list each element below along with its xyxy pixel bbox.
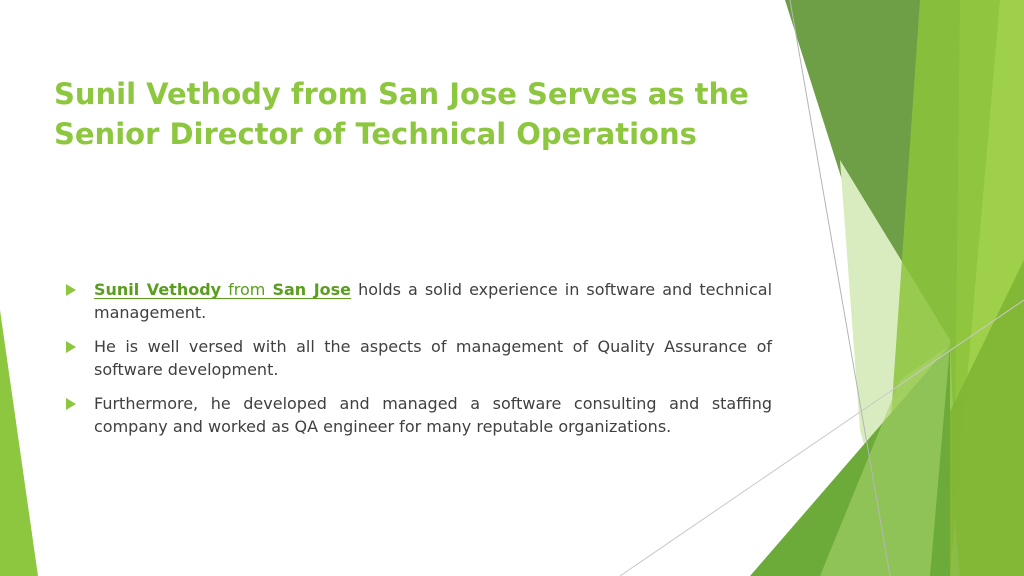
bullet-item [60, 392, 772, 438]
bullet-arrow-icon [66, 284, 76, 296]
link-san-jose[interactable]: San Jose [272, 280, 352, 299]
bullet-arrow-icon [66, 341, 76, 353]
link-sunil-vethody[interactable]: Sunil Vethody [94, 280, 222, 299]
bullet-item [60, 278, 772, 324]
bullet-list [60, 278, 772, 449]
bullet-text: holds a solid experience in software and technical management. [94, 280, 773, 322]
slide-title: Sunil Vethody from San Jose Serves as the Senior Director of Technical Operations [54, 77, 749, 151]
bullet-text: He is well versed with all the aspects of management of Quality Assurance of software development. [94, 337, 772, 379]
bullet-item [60, 335, 772, 381]
bullet-arrow-icon [66, 398, 76, 410]
bullet-text: Furthermore, he developed and managed a software consulting and staffing company and worked as QA engineer for many reputable organizations. [94, 394, 772, 436]
left-edge-shape [0, 310, 38, 576]
link-from[interactable]: from [228, 280, 266, 299]
